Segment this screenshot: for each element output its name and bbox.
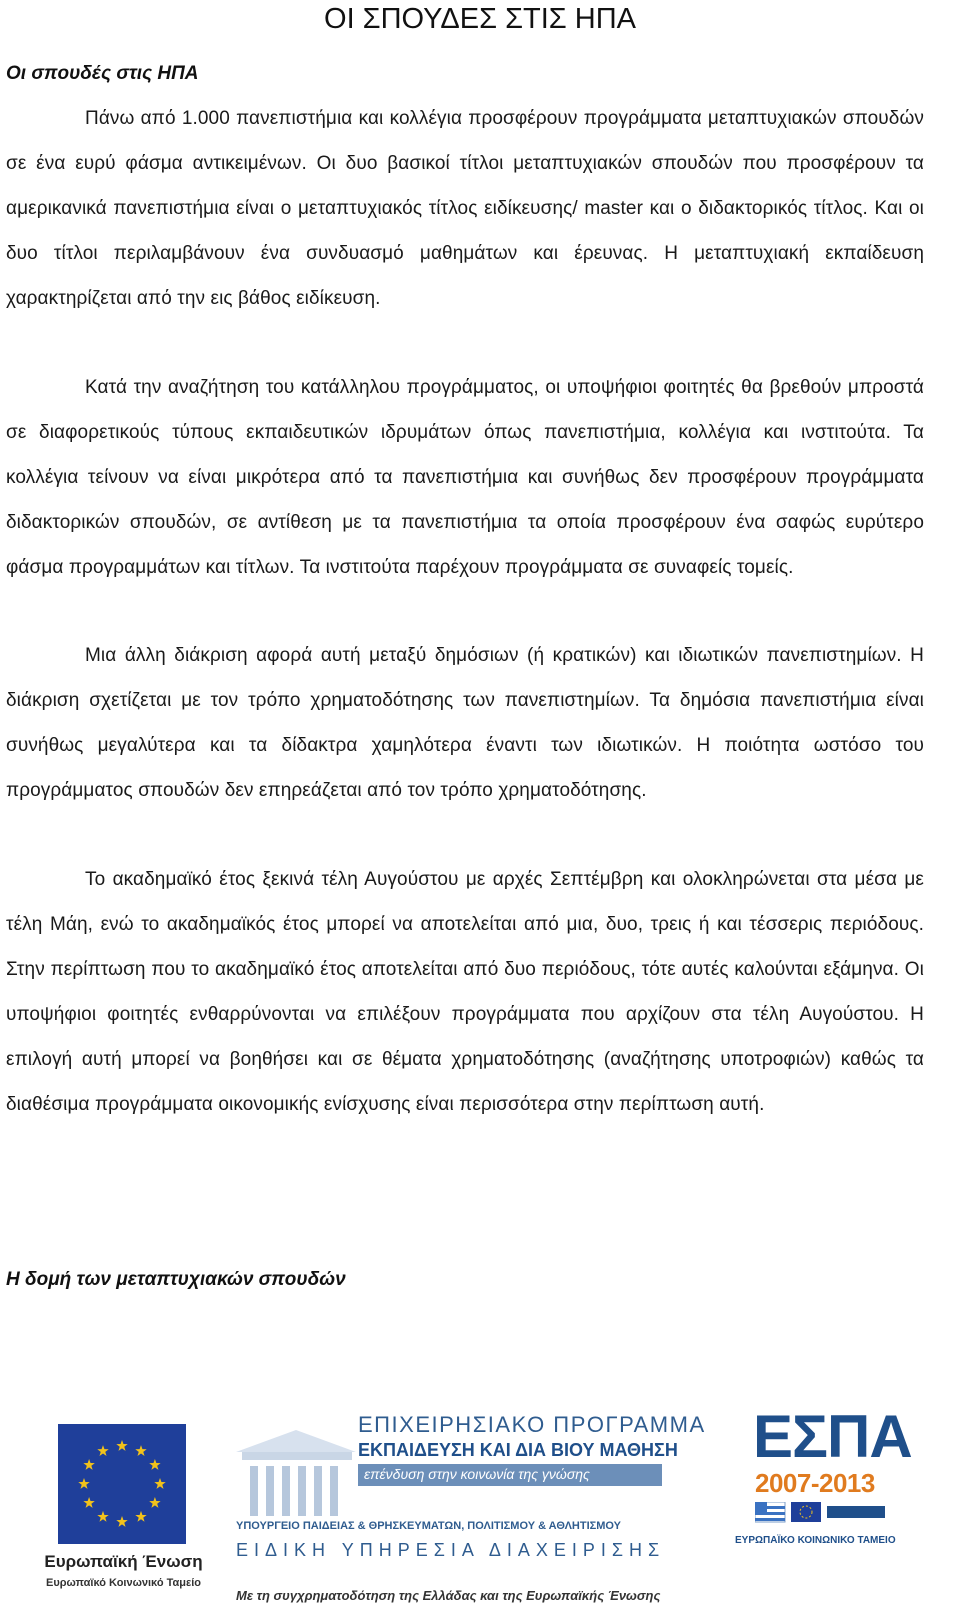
page-title: ΟΙ ΣΠΟΥΔΕΣ ΣΤΙΣ ΗΠΑ: [324, 3, 636, 35]
espa-fund: ΕΥΡΩΠΑΪΚΟ ΚΟΙΝΩΝΙΚΟ ΤΑΜΕΙΟ: [735, 1535, 896, 1546]
cofunding-note: Με τη συγχρηματοδότηση της Ελλάδας και της Ευρωπαϊκής Ένωσης: [236, 1588, 661, 1603]
paragraph-1: Πάνω από 1.000 πανεπιστήμια και κολλέγια προσφέρουν προγράμματα μεταπτυχιακών σπουδών σε ένα ευρύ φάσμα αντικειμένων. Οι δυο βασικοί τίτλοι μεταπτυχιακών σπουδών που προσφέρουν τα αμερικανικά πανεπιστήμια είναι ο μεταπτυχιακός τίτλος ειδίκευσης/ master και ο διδακτορικός τίτλος. Και οι δυο τίτλοι περιλαμβάνουν ένα συνδυασμό μαθημάτων και έρευνας. Η μεταπτυχιακή εκπαίδευση χαρακτηρίζεται από την εις βάθος ειδίκευση.: [6, 108, 924, 309]
operational-programme-logo: [236, 1410, 706, 1621]
eu-logo: [36, 1424, 211, 1619]
paragraph-4: Το ακαδημαϊκό έτος ξεκινά τέλη Αυγούστου με αρχές Σεπτέμβρη και ολοκληρώνεται στα μέσα με τέλη Μάη, ενώ το ακαδημαϊκός έτος μπορεί να αποτελείται από μια, δυο, τρεις ή και τέσσερις περιόδους. Στην περίπτωση που το ακαδημαϊκό έτος αποτελείται από δυο περιόδους, τότε αυτές καλούνται εξάμηνα. Οι υποψήφιοι φοιτητές ενθαρρύνονται να επιλέξουν προγράμματα που αρχίζουν στα τέλη Αυγούστου. Η επιλογή αυτή μπορεί να βοηθήσει και σε θέματα χρηματοδότησης (αναζήτησης υποτροφιών) καθώς τα διαθέσιμα προγράμματα οικονομικής ενίσχυσης είναι περισσότερα στην περίπτωση αυτή.: [6, 869, 924, 1115]
eu-title: Ευρωπαϊκή Ένωση: [44, 1552, 203, 1571]
espa-logo: [735, 1403, 912, 1621]
eu-flag-icon: [58, 1424, 186, 1544]
section-heading-studies: Οι σπουδές στις ΗΠΑ: [6, 63, 199, 84]
paragraph-3: Μια άλλη διάκριση αφορά αυτή μεταξύ δημόσιων (ή κρατικών) και ιδιωτικών πανεπιστημίων. Η διάκριση σχετίζεται με τον τρόπο χρηματοδότησης των πανεπιστημίων. Τα δημόσια πανεπιστήμια είναι συνήθως μεγαλύτερα και τα δίδακτρα χαμηλότερα έναντι των ιδιωτικών. Η ποιότητα ωστόσο του προγράμματος σπουδών δεν επηρεάζεται από τον τρόπο χρηματοδότησης.: [6, 645, 924, 801]
section-heading-structure: Η δομή των μεταπτυχιακών σπουδών: [6, 1269, 346, 1290]
flags-icon: [755, 1502, 885, 1524]
espa-title: ΕΣΠΑ: [753, 1403, 912, 1470]
eu-subtitle: Ευρωπαϊκό Κοινωνικό Ταμείο: [46, 1577, 201, 1589]
espa-years: 2007-2013: [755, 1468, 875, 1498]
footer-logos: [0, 1403, 960, 1621]
programme-slogan: επένδυση στην κοινωνία της γνώσης: [364, 1466, 590, 1482]
ministry-name: ΥΠΟΥΡΓΕΙΟ ΠΑΙΔΕΙΑΣ & ΘΡΗΣΚΕΥΜΑΤΩΝ, ΠΟΛΙΤΙΣΜΟΥ & ΑΘΛΗΤΙΣΜΟΥ: [236, 1520, 621, 1532]
paragraph-2: Κατά την αναζήτηση του κατάλληλου προγράμματος, οι υποψήφιοι φοιτητές θα βρεθούν μπροστά σε διαφορετικούς τύπους εκπαιδευτικών ιδρυμάτων όπως πανεπιστήμια, κολλέγια και ινστιτούτα. Τα κολλέγια τείνουν να είναι μικρότερα από τα πανεπιστήμια και συνήθως δεν προσφέρουν προγράμματα διδακτορικών σπουδών, σε αντίθεση με τα πανεπιστήμια τα οποία προσφέρουν ένα σαφώς ευρύτερο φάσμα προγραμμάτων και τίτλων. Τα ινστιτούτα παρέχουν προγράμματα σε συναφείς τομείς.: [6, 377, 924, 578]
managing-authority: ΕΙΔΙΚΗ ΥΠΗΡΕΣΙΑ ΔΙΑΧΕΙΡΙΣΗΣ: [236, 1540, 666, 1560]
programme-name: ΕΚΠΑΙΔΕΥΣΗ ΚΑΙ ΔΙΑ ΒΙΟΥ ΜΑΘΗΣΗ: [358, 1440, 678, 1460]
programme-title: ΕΠΙΧΕΙΡΗΣΙΑΚΟ ΠΡΟΓΡΑΜΜΑ: [358, 1412, 706, 1437]
